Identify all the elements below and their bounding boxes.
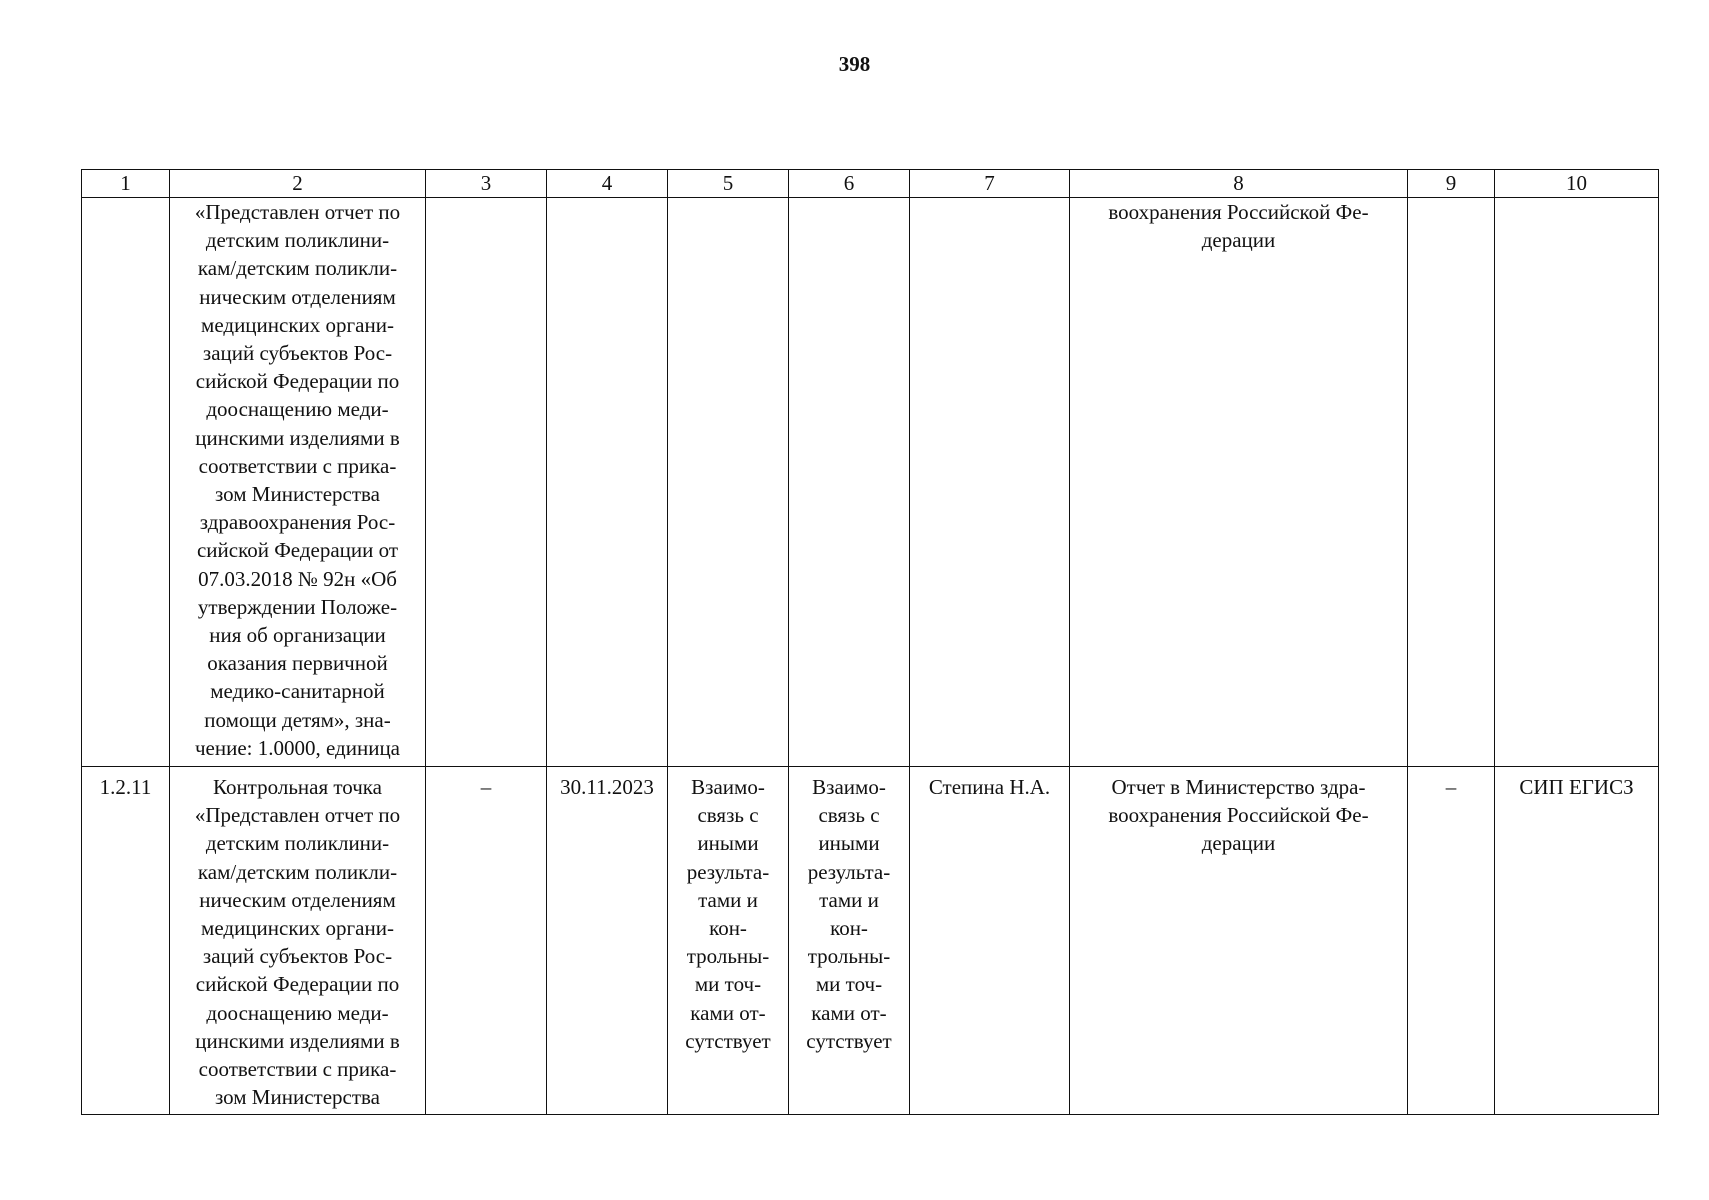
system-name: СИП ЕГИСЗ (1519, 775, 1634, 799)
cell-document (1070, 198, 1408, 767)
document-text: воохранения Российской Фе- дерации (1108, 200, 1369, 253)
cell-level (1408, 198, 1495, 767)
cell-predecessors (668, 767, 789, 1115)
header-cell-9: 9 (1408, 170, 1495, 198)
cell-start-date (426, 198, 547, 767)
cell-end-date (547, 767, 668, 1115)
header-cell-2: 2 (170, 170, 426, 198)
cell-number (82, 767, 170, 1115)
cell-document (1070, 767, 1408, 1115)
cell-successors (789, 767, 910, 1115)
table-row (82, 198, 1659, 767)
header-cell-3: 3 (426, 170, 547, 198)
description-text: «Представлен отчет по детским поликлини- кам/детским поликли- ническим отделениям медицинских органи- заций субъектов Рос- сийской Федерации по дооснащению меди- цинскими изделиями в соответствии с прика- зом Министерства здравоохранения Рос- сийской Федерации от 07.03.2018 № 92н «Об утверждении Положе- ния об организации оказания первичной медико-санитарной помощи детям», зна- чение: 1.0000, единица (194, 200, 401, 760)
cell-level (1408, 767, 1495, 1115)
header-cell-10: 10 (1495, 170, 1659, 198)
header-cell-6: 6 (789, 170, 910, 198)
header-row (82, 170, 1659, 198)
cell-system (1495, 767, 1659, 1115)
cell-end-date (547, 198, 668, 767)
cell-successors (789, 198, 910, 767)
successors-text: Взаимо- связь с иными результа- тами и кон- трольны- ми точ- ками от- сутствует (806, 775, 892, 1053)
cell-predecessors (668, 198, 789, 767)
cell-number (82, 198, 170, 767)
cell-responsible (910, 198, 1070, 767)
header-cell-7: 7 (910, 170, 1070, 198)
header-cell-1: 1 (82, 170, 170, 198)
cell-system (1495, 198, 1659, 767)
predecessors-text: Взаимо- связь с иными результа- тами и кон- трольны- ми точ- ками от- сутствует (685, 775, 771, 1053)
description-text: Контрольная точка «Представлен отчет по детским поликлини- кам/детским поликли- ническим отделениям медицинских органи- заций субъектов Рос- сийской Федерации по дооснащению меди- цинскими изделиями в соответствии с прика- зом Министерства (194, 775, 401, 1110)
end-date: 30.11.2023 (560, 775, 654, 799)
header-cell-8: 8 (1070, 170, 1408, 198)
item-number: 1.2.11 (99, 775, 152, 799)
header-cell-4: 4 (547, 170, 668, 198)
cell-responsible (910, 767, 1070, 1115)
cell-description (170, 198, 426, 767)
table-row (82, 767, 1659, 1115)
page-number: 398 (838, 52, 871, 76)
plan-table (81, 169, 1659, 1115)
cell-start-date (426, 767, 547, 1115)
level-value: – (1445, 775, 1457, 799)
document-text: Отчет в Министерство здра- воохранения Российской Фе- дерации (1108, 775, 1369, 856)
start-date: – (480, 775, 492, 799)
responsible-name: Степина Н.А. (928, 775, 1051, 799)
cell-description (170, 767, 426, 1115)
header-cell-5: 5 (668, 170, 789, 198)
